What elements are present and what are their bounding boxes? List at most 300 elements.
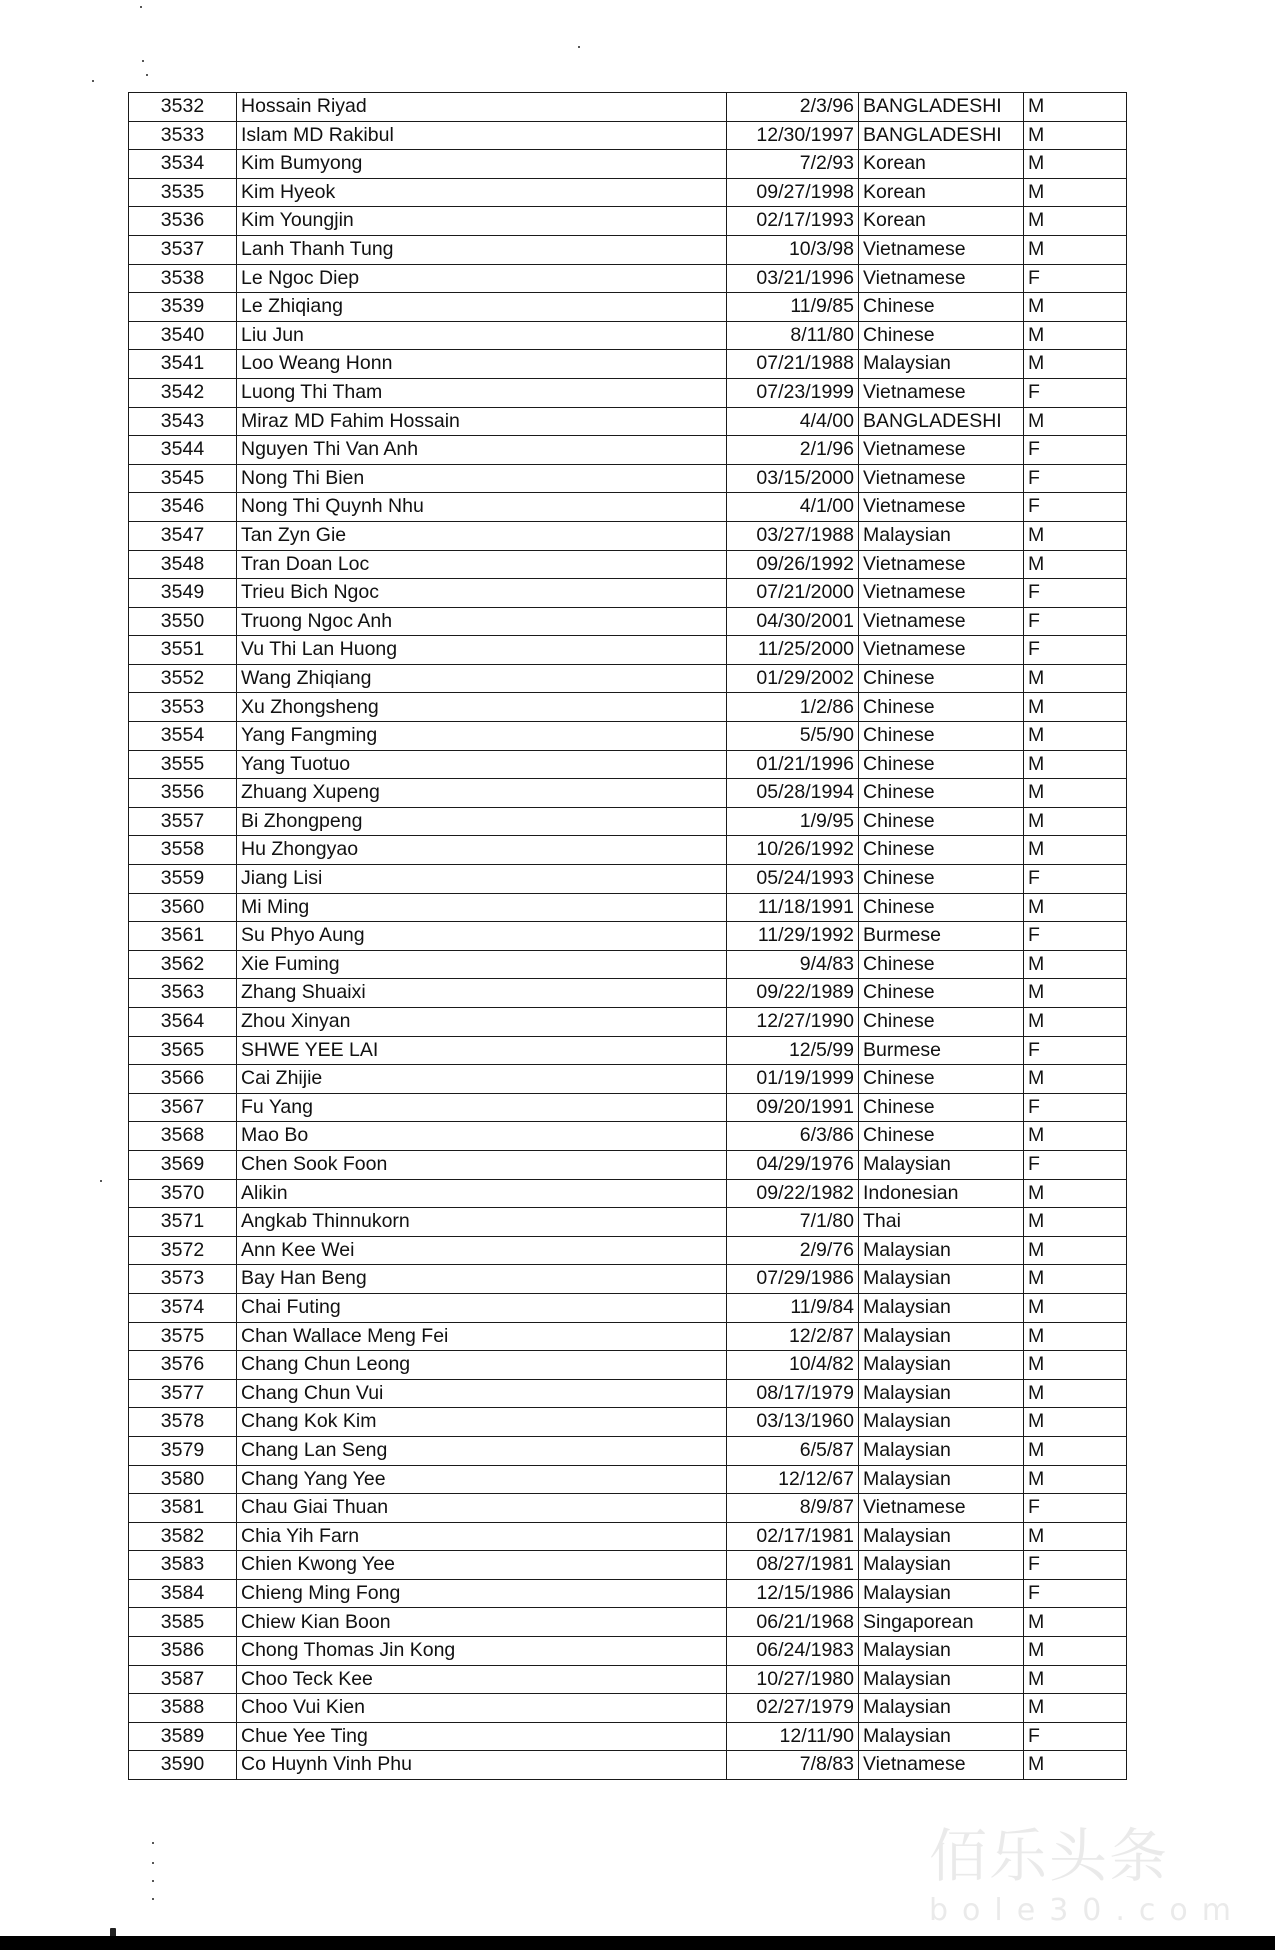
roster-body [129, 93, 1127, 1780]
nationality-cell: Burmese [859, 922, 1024, 951]
person-name-cell: Chieng Ming Fong [237, 1579, 727, 1608]
birth-date-cell: 03/15/2000 [727, 464, 859, 493]
person-name-cell: Kim Hyeok [237, 178, 727, 207]
table-row [129, 264, 1127, 293]
sex-cell: F [1024, 1036, 1127, 1065]
table-row [129, 350, 1127, 379]
birth-date-cell: 08/27/1981 [727, 1551, 859, 1580]
sex-cell: M [1024, 1265, 1127, 1294]
birth-date-cell: 8/9/87 [727, 1494, 859, 1523]
birth-date-cell: 10/26/1992 [727, 836, 859, 865]
record-number-cell: 3551 [129, 636, 237, 665]
person-name-cell: Kim Youngjin [237, 207, 727, 236]
table-row [129, 207, 1127, 236]
nationality-cell: Chinese [859, 836, 1024, 865]
table-row [129, 836, 1127, 865]
nationality-cell: Malaysian [859, 521, 1024, 550]
birth-date-cell: 07/29/1986 [727, 1265, 859, 1294]
nationality-cell: Vietnamese [859, 235, 1024, 264]
person-name-cell: Chia Yih Farn [237, 1522, 727, 1551]
table-row [129, 293, 1127, 322]
person-name-cell: Choo Teck Kee [237, 1665, 727, 1694]
sex-cell: M [1024, 1608, 1127, 1637]
person-name-cell: Mao Bo [237, 1122, 727, 1151]
sex-cell: M [1024, 979, 1127, 1008]
record-number-cell: 3542 [129, 378, 237, 407]
birth-date-cell: 09/22/1989 [727, 979, 859, 1008]
nationality-cell: Malaysian [859, 1379, 1024, 1408]
nationality-cell: Korean [859, 150, 1024, 179]
birth-date-cell: 1/9/95 [727, 807, 859, 836]
birth-date-cell: 10/4/82 [727, 1351, 859, 1380]
person-name-cell: Nguyen Thi Van Anh [237, 436, 727, 465]
sex-cell: M [1024, 1065, 1127, 1094]
birth-date-cell: 09/26/1992 [727, 550, 859, 579]
birth-date-cell: 11/9/85 [727, 293, 859, 322]
roster-table [128, 92, 1127, 1780]
person-name-cell: Le Ngoc Diep [237, 264, 727, 293]
table-row [129, 1522, 1127, 1551]
table-row [129, 407, 1127, 436]
nationality-cell: Malaysian [859, 1436, 1024, 1465]
nationality-cell: Chinese [859, 950, 1024, 979]
person-name-cell: Bi Zhongpeng [237, 807, 727, 836]
sex-cell: M [1024, 893, 1127, 922]
table-row [129, 1608, 1127, 1637]
birth-date-cell: 4/4/00 [727, 407, 859, 436]
birth-date-cell: 6/3/86 [727, 1122, 859, 1151]
nationality-cell: Malaysian [859, 1236, 1024, 1265]
nationality-cell: Malaysian [859, 1637, 1024, 1666]
birth-date-cell: 02/17/1993 [727, 207, 859, 236]
table-row [129, 521, 1127, 550]
table-row [129, 1036, 1127, 1065]
table-row [129, 1122, 1127, 1151]
person-name-cell: Jiang Lisi [237, 865, 727, 894]
record-number-cell: 3569 [129, 1150, 237, 1179]
record-number-cell: 3555 [129, 750, 237, 779]
table-row [129, 807, 1127, 836]
person-name-cell: Loo Weang Honn [237, 350, 727, 379]
birth-date-cell: 6/5/87 [727, 1436, 859, 1465]
person-name-cell: Hu Zhongyao [237, 836, 727, 865]
sex-cell: M [1024, 207, 1127, 236]
record-number-cell: 3540 [129, 321, 237, 350]
person-name-cell: Chang Kok Kim [237, 1408, 727, 1437]
record-number-cell: 3549 [129, 579, 237, 608]
person-name-cell: Zhou Xinyan [237, 1008, 727, 1037]
sex-cell: M [1024, 293, 1127, 322]
record-number-cell: 3560 [129, 893, 237, 922]
table-row [129, 1551, 1127, 1580]
nationality-cell: Vietnamese [859, 636, 1024, 665]
birth-date-cell: 02/17/1981 [727, 1522, 859, 1551]
nationality-cell: Chinese [859, 664, 1024, 693]
table-row [129, 893, 1127, 922]
record-number-cell: 3578 [129, 1408, 237, 1437]
record-number-cell: 3535 [129, 178, 237, 207]
person-name-cell: Bay Han Beng [237, 1265, 727, 1294]
table-row [129, 607, 1127, 636]
record-number-cell: 3584 [129, 1579, 237, 1608]
record-number-cell: 3548 [129, 550, 237, 579]
nationality-cell: Korean [859, 178, 1024, 207]
sex-cell: M [1024, 750, 1127, 779]
person-name-cell: Angkab Thinnukorn [237, 1208, 727, 1237]
record-number-cell: 3559 [129, 865, 237, 894]
nationality-cell: Chinese [859, 321, 1024, 350]
sex-cell: M [1024, 1436, 1127, 1465]
person-name-cell: Lanh Thanh Tung [237, 235, 727, 264]
birth-date-cell: 12/12/67 [727, 1465, 859, 1494]
birth-date-cell: 01/19/1999 [727, 1065, 859, 1094]
nationality-cell: Malaysian [859, 1150, 1024, 1179]
record-number-cell: 3572 [129, 1236, 237, 1265]
sex-cell: F [1024, 607, 1127, 636]
table-row [129, 1351, 1127, 1380]
birth-date-cell: 08/17/1979 [727, 1379, 859, 1408]
record-number-cell: 3546 [129, 493, 237, 522]
birth-date-cell: 01/29/2002 [727, 664, 859, 693]
table-row [129, 779, 1127, 808]
nationality-cell: Malaysian [859, 1465, 1024, 1494]
nationality-cell: Korean [859, 207, 1024, 236]
roster-sheet [128, 92, 1126, 1780]
record-number-cell: 3553 [129, 693, 237, 722]
nationality-cell: Chinese [859, 893, 1024, 922]
record-number-cell: 3558 [129, 836, 237, 865]
person-name-cell: Cai Zhijie [237, 1065, 727, 1094]
sex-cell: F [1024, 264, 1127, 293]
record-number-cell: 3581 [129, 1494, 237, 1523]
birth-date-cell: 12/5/99 [727, 1036, 859, 1065]
record-number-cell: 3533 [129, 121, 237, 150]
sex-cell: M [1024, 350, 1127, 379]
birth-date-cell: 09/20/1991 [727, 1093, 859, 1122]
person-name-cell: Chong Thomas Jin Kong [237, 1637, 727, 1666]
birth-date-cell: 05/28/1994 [727, 779, 859, 808]
record-number-cell: 3536 [129, 207, 237, 236]
birth-date-cell: 1/2/86 [727, 693, 859, 722]
nationality-cell: Indonesian [859, 1179, 1024, 1208]
record-number-cell: 3565 [129, 1036, 237, 1065]
birth-date-cell: 06/24/1983 [727, 1637, 859, 1666]
nationality-cell: Vietnamese [859, 1751, 1024, 1780]
person-name-cell: Chang Chun Leong [237, 1351, 727, 1380]
table-row [129, 1637, 1127, 1666]
sex-cell: F [1024, 1150, 1127, 1179]
sex-cell: M [1024, 150, 1127, 179]
person-name-cell: Yang Tuotuo [237, 750, 727, 779]
birth-date-cell: 11/25/2000 [727, 636, 859, 665]
nationality-cell: Vietnamese [859, 579, 1024, 608]
record-number-cell: 3576 [129, 1351, 237, 1380]
record-number-cell: 3537 [129, 235, 237, 264]
sex-cell: M [1024, 836, 1127, 865]
nationality-cell: Malaysian [859, 1522, 1024, 1551]
record-number-cell: 3589 [129, 1722, 237, 1751]
nationality-cell: Malaysian [859, 1265, 1024, 1294]
table-row [129, 1494, 1127, 1523]
nationality-cell: Malaysian [859, 350, 1024, 379]
person-name-cell: Fu Yang [237, 1093, 727, 1122]
nationality-cell: Vietnamese [859, 550, 1024, 579]
record-number-cell: 3575 [129, 1322, 237, 1351]
nationality-cell: Singaporean [859, 1608, 1024, 1637]
sex-cell: M [1024, 779, 1127, 808]
sex-cell: M [1024, 1122, 1127, 1151]
birth-date-cell: 02/27/1979 [727, 1694, 859, 1723]
sex-cell: F [1024, 464, 1127, 493]
table-row [129, 1751, 1127, 1780]
birth-date-cell: 2/3/96 [727, 93, 859, 122]
person-name-cell: Tran Doan Loc [237, 550, 727, 579]
table-row [129, 979, 1127, 1008]
nationality-cell: Chinese [859, 865, 1024, 894]
record-number-cell: 3568 [129, 1122, 237, 1151]
sex-cell: M [1024, 1408, 1127, 1437]
nationality-cell: Malaysian [859, 1351, 1024, 1380]
nationality-cell: Chinese [859, 1093, 1024, 1122]
nationality-cell: Malaysian [859, 1722, 1024, 1751]
sex-cell: M [1024, 1351, 1127, 1380]
sex-cell: M [1024, 693, 1127, 722]
record-number-cell: 3582 [129, 1522, 237, 1551]
table-row [129, 1293, 1127, 1322]
record-number-cell: 3554 [129, 722, 237, 751]
sex-cell: M [1024, 807, 1127, 836]
nationality-cell: BANGLADESHI [859, 121, 1024, 150]
sex-cell: F [1024, 1579, 1127, 1608]
table-row [129, 1008, 1127, 1037]
nationality-cell: Vietnamese [859, 493, 1024, 522]
record-number-cell: 3541 [129, 350, 237, 379]
person-name-cell: Su Phyo Aung [237, 922, 727, 951]
sex-cell: M [1024, 1637, 1127, 1666]
nationality-cell: Malaysian [859, 1322, 1024, 1351]
table-row [129, 1179, 1127, 1208]
person-name-cell: Wang Zhiqiang [237, 664, 727, 693]
record-number-cell: 3564 [129, 1008, 237, 1037]
table-row [129, 750, 1127, 779]
person-name-cell: Alikin [237, 1179, 727, 1208]
person-name-cell: Kim Bumyong [237, 150, 727, 179]
record-number-cell: 3588 [129, 1694, 237, 1723]
sex-cell: F [1024, 378, 1127, 407]
record-number-cell: 3580 [129, 1465, 237, 1494]
table-row [129, 1208, 1127, 1237]
sex-cell: F [1024, 1551, 1127, 1580]
birth-date-cell: 09/22/1982 [727, 1179, 859, 1208]
birth-date-cell: 11/9/84 [727, 1293, 859, 1322]
record-number-cell: 3562 [129, 950, 237, 979]
sex-cell: M [1024, 521, 1127, 550]
person-name-cell: Zhang Shuaixi [237, 979, 727, 1008]
nationality-cell: Chinese [859, 979, 1024, 1008]
record-number-cell: 3550 [129, 607, 237, 636]
sex-cell: F [1024, 436, 1127, 465]
watermark-sub: bole30.com [929, 1893, 1245, 1928]
nationality-cell: Vietnamese [859, 436, 1024, 465]
table-row [129, 1579, 1127, 1608]
table-row [129, 321, 1127, 350]
person-name-cell: Vu Thi Lan Huong [237, 636, 727, 665]
table-row [129, 235, 1127, 264]
record-number-cell: 3583 [129, 1551, 237, 1580]
table-row [129, 121, 1127, 150]
nationality-cell: Vietnamese [859, 1494, 1024, 1523]
sex-cell: M [1024, 550, 1127, 579]
record-number-cell: 3561 [129, 922, 237, 951]
birth-date-cell: 07/21/1988 [727, 350, 859, 379]
birth-date-cell: 11/29/1992 [727, 922, 859, 951]
table-row [129, 436, 1127, 465]
birth-date-cell: 01/21/1996 [727, 750, 859, 779]
nationality-cell: Malaysian [859, 1665, 1024, 1694]
sex-cell: M [1024, 1236, 1127, 1265]
record-number-cell: 3547 [129, 521, 237, 550]
record-number-cell: 3570 [129, 1179, 237, 1208]
sex-cell: F [1024, 636, 1127, 665]
person-name-cell: Yang Fangming [237, 722, 727, 751]
birth-date-cell: 5/5/90 [727, 722, 859, 751]
sex-cell: M [1024, 1694, 1127, 1723]
record-number-cell: 3538 [129, 264, 237, 293]
person-name-cell: Trieu Bich Ngoc [237, 579, 727, 608]
record-number-cell: 3545 [129, 464, 237, 493]
sex-cell: F [1024, 579, 1127, 608]
birth-date-cell: 03/27/1988 [727, 521, 859, 550]
sex-cell: M [1024, 1179, 1127, 1208]
record-number-cell: 3532 [129, 93, 237, 122]
table-row [129, 722, 1127, 751]
table-row [129, 1065, 1127, 1094]
record-number-cell: 3544 [129, 436, 237, 465]
person-name-cell: Chiew Kian Boon [237, 1608, 727, 1637]
record-number-cell: 3563 [129, 979, 237, 1008]
table-row [129, 579, 1127, 608]
person-name-cell: Chang Lan Seng [237, 1436, 727, 1465]
birth-date-cell: 04/29/1976 [727, 1150, 859, 1179]
birth-date-cell: 05/24/1993 [727, 865, 859, 894]
sex-cell: M [1024, 722, 1127, 751]
sex-cell: M [1024, 1751, 1127, 1780]
person-name-cell: Chang Chun Vui [237, 1379, 727, 1408]
sex-cell: M [1024, 1008, 1127, 1037]
nationality-cell: Chinese [859, 750, 1024, 779]
birth-date-cell: 03/13/1960 [727, 1408, 859, 1437]
nationality-cell: Vietnamese [859, 607, 1024, 636]
person-name-cell: Chang Yang Yee [237, 1465, 727, 1494]
table-row [129, 464, 1127, 493]
birth-date-cell: 2/1/96 [727, 436, 859, 465]
birth-date-cell: 2/9/76 [727, 1236, 859, 1265]
person-name-cell: Chau Giai Thuan [237, 1494, 727, 1523]
record-number-cell: 3574 [129, 1293, 237, 1322]
nationality-cell: Chinese [859, 1008, 1024, 1037]
record-number-cell: 3534 [129, 150, 237, 179]
sex-cell: M [1024, 121, 1127, 150]
record-number-cell: 3567 [129, 1093, 237, 1122]
nationality-cell: Vietnamese [859, 464, 1024, 493]
birth-date-cell: 4/1/00 [727, 493, 859, 522]
table-row [129, 150, 1127, 179]
sex-cell: M [1024, 93, 1127, 122]
person-name-cell: Choo Vui Kien [237, 1694, 727, 1723]
nationality-cell: Burmese [859, 1036, 1024, 1065]
nationality-cell: Malaysian [859, 1694, 1024, 1723]
birth-date-cell: 07/21/2000 [727, 579, 859, 608]
birth-date-cell: 09/27/1998 [727, 178, 859, 207]
birth-date-cell: 7/2/93 [727, 150, 859, 179]
record-number-cell: 3539 [129, 293, 237, 322]
sex-cell: M [1024, 407, 1127, 436]
sex-cell: F [1024, 922, 1127, 951]
nationality-cell: BANGLADESHI [859, 93, 1024, 122]
table-row [129, 1322, 1127, 1351]
table-row [129, 1265, 1127, 1294]
person-name-cell: Nong Thi Quynh Nhu [237, 493, 727, 522]
person-name-cell: Co Huynh Vinh Phu [237, 1751, 727, 1780]
sex-cell: M [1024, 1208, 1127, 1237]
person-name-cell: Chai Futing [237, 1293, 727, 1322]
table-row [129, 865, 1127, 894]
record-number-cell: 3577 [129, 1379, 237, 1408]
person-name-cell: Ann Kee Wei [237, 1236, 727, 1265]
person-name-cell: Chien Kwong Yee [237, 1551, 727, 1580]
nationality-cell: Vietnamese [859, 264, 1024, 293]
person-name-cell: Xu Zhongsheng [237, 693, 727, 722]
table-row [129, 950, 1127, 979]
record-number-cell: 3590 [129, 1751, 237, 1780]
birth-date-cell: 11/18/1991 [727, 893, 859, 922]
person-name-cell: Islam MD Rakibul [237, 121, 727, 150]
birth-date-cell: 12/15/1986 [727, 1579, 859, 1608]
table-row [129, 1465, 1127, 1494]
birth-date-cell: 12/30/1997 [727, 121, 859, 150]
sex-cell: F [1024, 1093, 1127, 1122]
person-name-cell: Luong Thi Tham [237, 378, 727, 407]
birth-date-cell: 12/2/87 [727, 1322, 859, 1351]
record-number-cell: 3573 [129, 1265, 237, 1294]
nationality-cell: Vietnamese [859, 378, 1024, 407]
person-name-cell: Chen Sook Foon [237, 1150, 727, 1179]
person-name-cell: Liu Jun [237, 321, 727, 350]
sex-cell: M [1024, 1293, 1127, 1322]
person-name-cell: Chue Yee Ting [237, 1722, 727, 1751]
nationality-cell: Chinese [859, 722, 1024, 751]
sex-cell: M [1024, 1665, 1127, 1694]
birth-date-cell: 7/8/83 [727, 1751, 859, 1780]
nationality-cell: Malaysian [859, 1408, 1024, 1437]
table-row [129, 178, 1127, 207]
table-row [129, 550, 1127, 579]
birth-date-cell: 04/30/2001 [727, 607, 859, 636]
table-row [129, 1722, 1127, 1751]
birth-date-cell: 7/1/80 [727, 1208, 859, 1237]
table-row [129, 1694, 1127, 1723]
nationality-cell: Malaysian [859, 1579, 1024, 1608]
person-name-cell: Zhuang Xupeng [237, 779, 727, 808]
record-number-cell: 3571 [129, 1208, 237, 1237]
table-row [129, 493, 1127, 522]
table-row [129, 1665, 1127, 1694]
table-row [129, 1436, 1127, 1465]
person-name-cell: Chan Wallace Meng Fei [237, 1322, 727, 1351]
table-row [129, 1093, 1127, 1122]
sex-cell: F [1024, 865, 1127, 894]
table-row [129, 1236, 1127, 1265]
